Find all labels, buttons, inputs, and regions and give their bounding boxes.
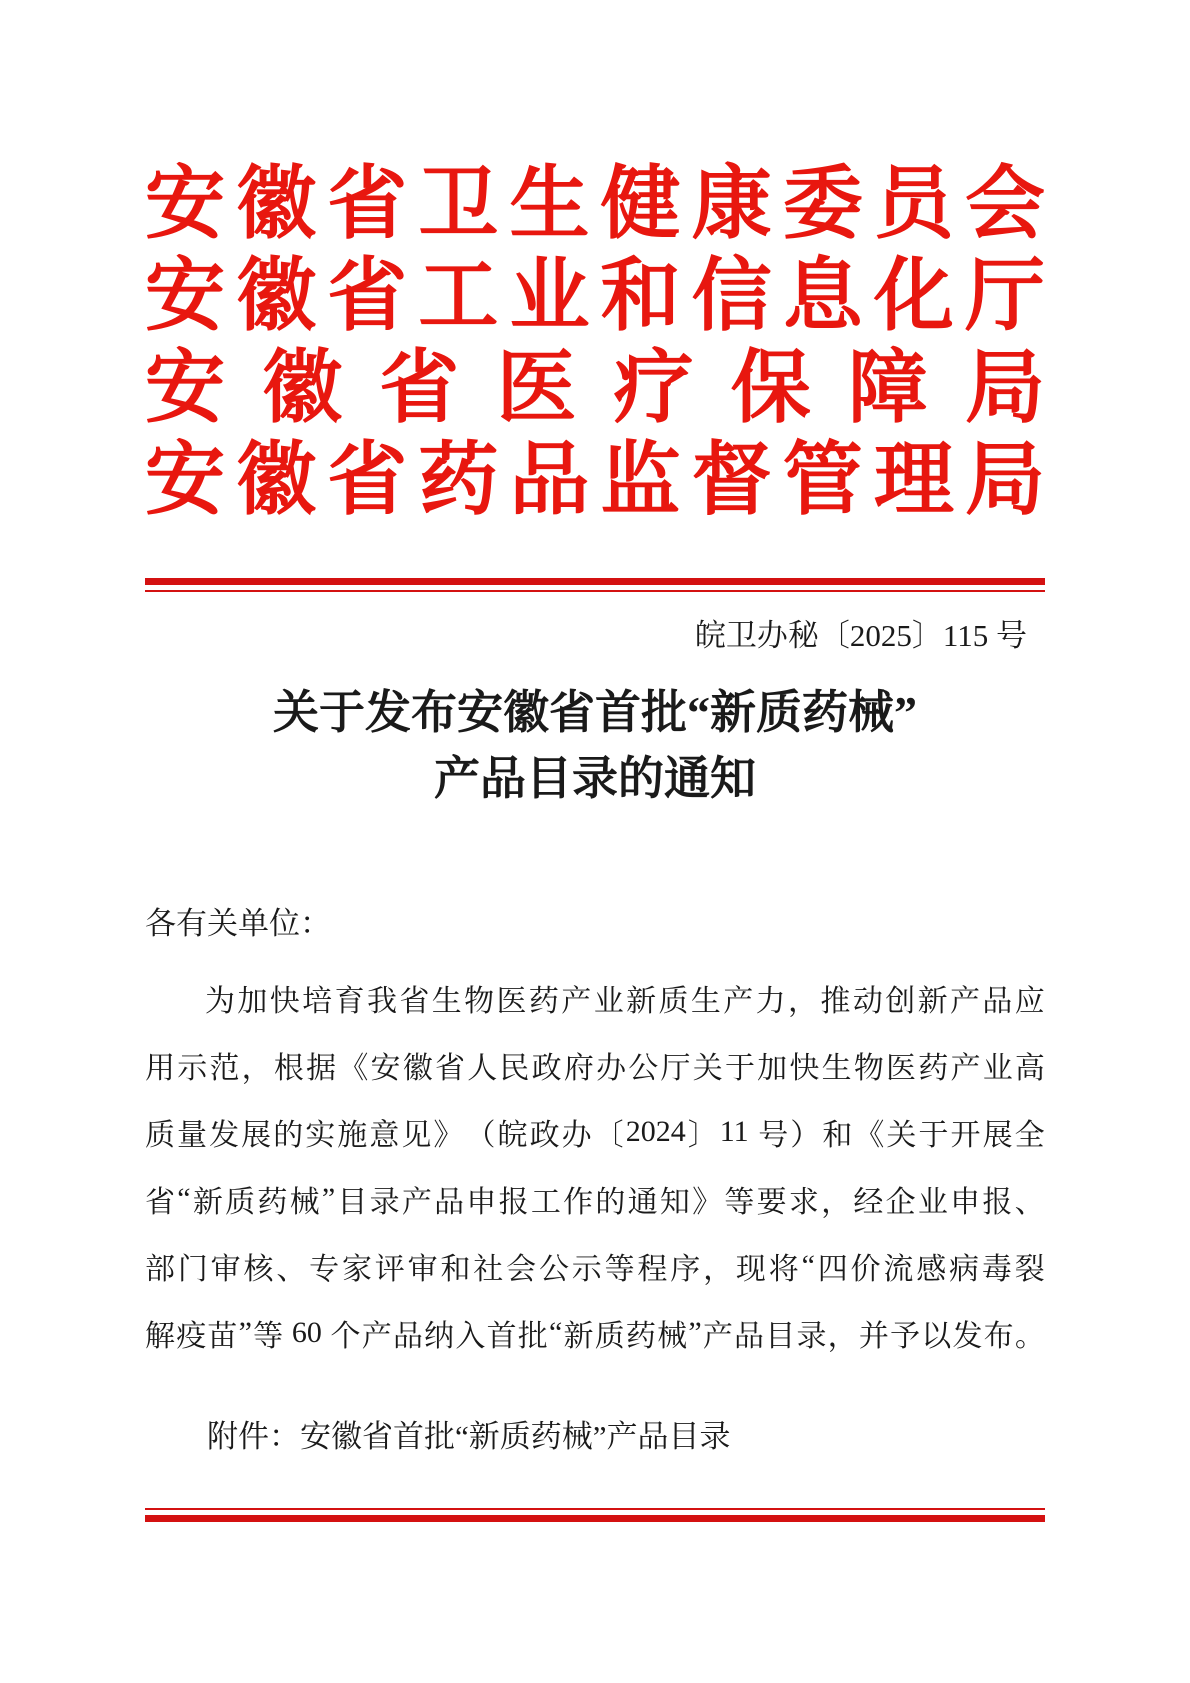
document-title: [145, 680, 1045, 812]
divider-thick-rule: [145, 578, 1045, 585]
paragraph-line: 质 量 发 展 的 实 施 意 见 》 （ 皖 政 办 〔 2024 〕 11 号 ） 和 《 关 于 开 展 全: [145, 1114, 1045, 1152]
header-divider: [145, 578, 1045, 592]
salutation: 各有关单位：: [145, 906, 331, 941]
document-number: 皖卫办秘〔2025〕115 号: [694, 618, 1027, 653]
agency-name-medical-products: 安 徽 省 药 品 监 督 管 理 局: [145, 436, 1045, 525]
paragraph-line: 用 示 范 ， 根 据 《 安 徽 省 人 民 政 府 办 公 厅 关 于 加 快 生 物 医 药 产 业 高: [145, 1051, 1045, 1085]
body-paragraph: [145, 964, 1045, 1366]
divider-thick-rule: [145, 1515, 1045, 1522]
document-content: [145, 0, 1045, 1522]
document-title-line2: 产品目录的通知: [434, 753, 756, 804]
paragraph-line: 为 加 快 培 育 我 省 生 物 医 药 产 业 新 质 生 产 力 ， 推 动 创 新 产 品 应: [205, 984, 1045, 1018]
divider-thin-rule: [145, 590, 1045, 592]
footer-divider: [145, 1508, 1045, 1522]
attachment-line: 附件：安徽省首批“新质药械”产品目录: [207, 1419, 731, 1454]
agency-name-industry-information: 安 徽 省 工 业 和 信 息 化 厅: [145, 252, 1045, 341]
paragraph-line: 解 疫 苗 ” 等 60 个 产 品 纳 入 首 批 “ 新 质 药 械 ” 产 品 目 录 ， 并 予 以 发 布 。: [145, 1315, 1045, 1353]
document-title-line1: 关于发布安徽省首批“新质药械”: [273, 687, 917, 738]
agency-name-healthcare-security: 安 徽 省 医 疗 保 障 局: [145, 344, 1045, 433]
paragraph-line: 省 “ 新 质 药 械 ” 目 录 产 品 申 报 工 作 的 通 知 》 等 要 求 ， 经 企 业 申 报 、: [145, 1181, 1045, 1219]
agency-name-health-commission: 安 徽 省 卫 生 健 康 委 员 会: [145, 160, 1045, 249]
divider-thin-rule: [145, 1508, 1045, 1510]
paragraph-line: 部 门 审 核 、 专 家 评 审 和 社 会 公 示 等 程 序 ， 现 将 “ 四 价 流 感 病 毒 裂: [145, 1248, 1045, 1286]
letterhead: [145, 0, 1045, 525]
